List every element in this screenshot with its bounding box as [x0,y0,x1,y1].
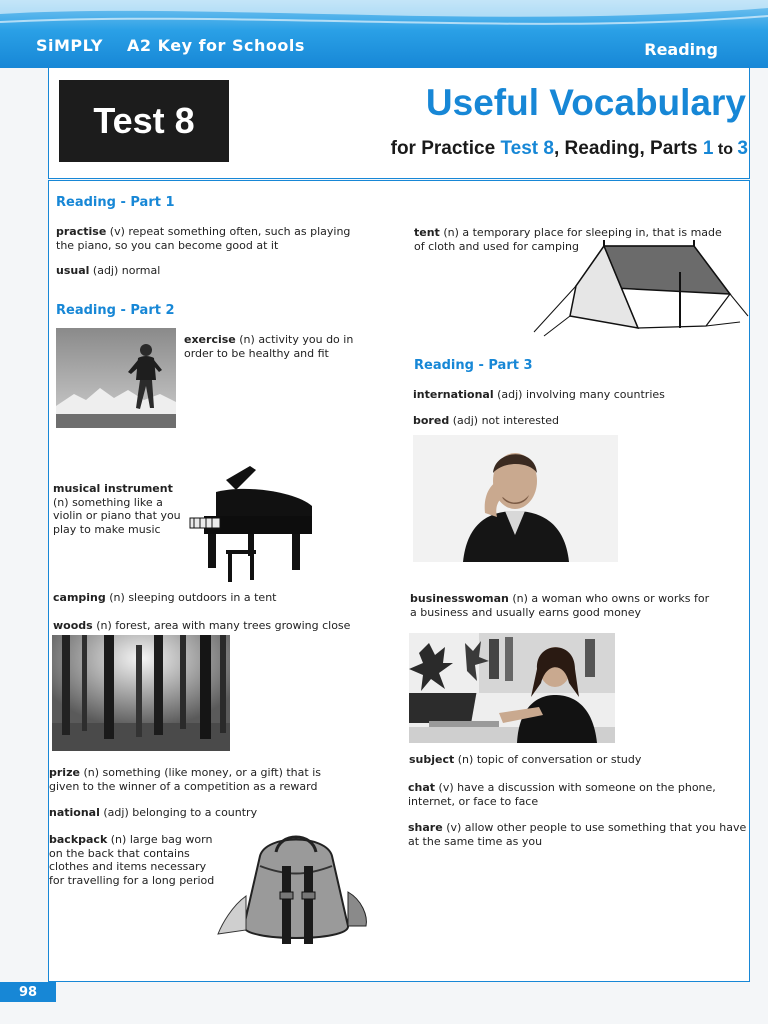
entry-def: activity you do in order to be healthy and fit [184,333,354,360]
entry-pos: (n) [109,591,125,604]
entry-backpack [49,833,219,887]
entry-pos: (adj) [103,806,129,819]
entry-def: normal [121,264,161,277]
entry-word: international [413,388,494,401]
entry-musical-instrument [53,482,181,536]
entry-def: allow other people to use something that you have at the same time as you [408,821,747,848]
entry-pos: (n) [512,592,528,605]
entry-word: chat [408,781,436,794]
entry-share [408,821,748,848]
entry-def: forest, area with many trees growing close [115,619,351,632]
entry-pos: (n) [110,833,127,846]
entry-pos: (adj) [452,414,479,427]
piano-illustration [186,462,318,582]
entry-exercise [184,333,354,360]
subtitle-part-to: 3 [737,138,748,159]
entry-chat [408,781,728,808]
entry-word: businesswoman [410,592,509,605]
entry-def: a temporary place for sleeping in, that is made of cloth and used for camping [414,226,722,253]
entry-prize [49,766,349,793]
entry-pos: (n) [443,226,459,239]
entry-businesswoman [410,592,710,619]
entry-pos: (adj) [92,264,119,277]
entry-pos: (v) [438,781,454,794]
subtitle-part-from: 1 [702,138,714,159]
entry-word: woods [53,619,93,632]
entry-def: involving many countries [525,388,665,401]
runner-photo [56,328,176,428]
subtitle-prefix: for Practice [390,138,501,159]
page-subtitle [391,138,748,160]
entry-word: share [408,821,443,834]
entry-word: subject [409,753,455,766]
entry-def: have a discussion with someone on the phone, internet, or face to face [408,781,716,808]
entry-def: large bag worn on the back that contains clothes and items necessary for travelling for a long period [49,833,215,887]
section-tag: Reading [644,40,718,59]
entry-pos: (n) [83,766,99,779]
subtitle-mid: , Reading, Parts [553,138,703,159]
entry-def: a woman who owns or works for a business and usually earns good money [410,592,710,619]
entry-def: sleeping outdoors in a tent [128,591,277,604]
entry-word: camping [53,591,106,604]
entry-def: not interested [481,414,560,427]
entry-pos: (n) [53,495,69,509]
backpack-illustration [216,826,376,951]
bored-man-photo [413,435,618,562]
entry-word: backpack [49,833,108,846]
entry-bored [413,414,733,428]
part1-heading: Reading - Part 1 [56,195,175,210]
entry-def: topic of conversation or study [476,753,642,766]
series-brand [36,36,305,55]
entry-def: belonging to a country [132,806,258,819]
brand-name: SiMPLY [36,36,103,55]
tent-illustration [530,236,752,340]
entry-def: something like a violin or piano that you play to make music [53,495,181,536]
entry-international [413,388,733,402]
entry-word: exercise [184,333,236,346]
entry-word: musical instrument [53,482,173,495]
entry-national [49,806,349,820]
entry-word: tent [414,226,440,239]
entry-word: national [49,806,100,819]
entry-usual [56,264,356,278]
entry-def: repeat something often, such as playing the piano, so you can become good at it [56,225,351,252]
entry-word: bored [413,414,450,427]
entry-camping [53,591,383,605]
subtitle-test: Test 8 [500,138,554,159]
entry-pos: (v) [109,225,125,238]
entry-pos: (v) [446,821,462,834]
page-title: Useful Vocabulary [425,82,746,123]
part3-heading: Reading - Part 3 [414,358,533,373]
entry-word: prize [49,766,80,779]
entry-pos: (adj) [497,388,523,401]
entry-word: usual [56,264,90,277]
forest-photo [52,635,230,751]
entry-subject [409,753,729,767]
entry-pos: (n) [96,619,112,632]
entry-word: practise [56,225,107,238]
series-name: A2 Key for Schools [127,36,305,55]
test-badge: Test 8 [59,80,229,162]
page-number: 98 [0,982,56,1002]
entry-pos: (n) [457,753,474,766]
entry-practise [56,225,356,252]
part2-heading: Reading - Part 2 [56,303,175,318]
businesswoman-photo [409,633,615,743]
entry-pos: (n) [239,333,255,346]
subtitle-to: to [713,141,738,158]
entry-def: something (like money, or a gift) that is given to the winner of a competition as a reward [49,766,321,793]
